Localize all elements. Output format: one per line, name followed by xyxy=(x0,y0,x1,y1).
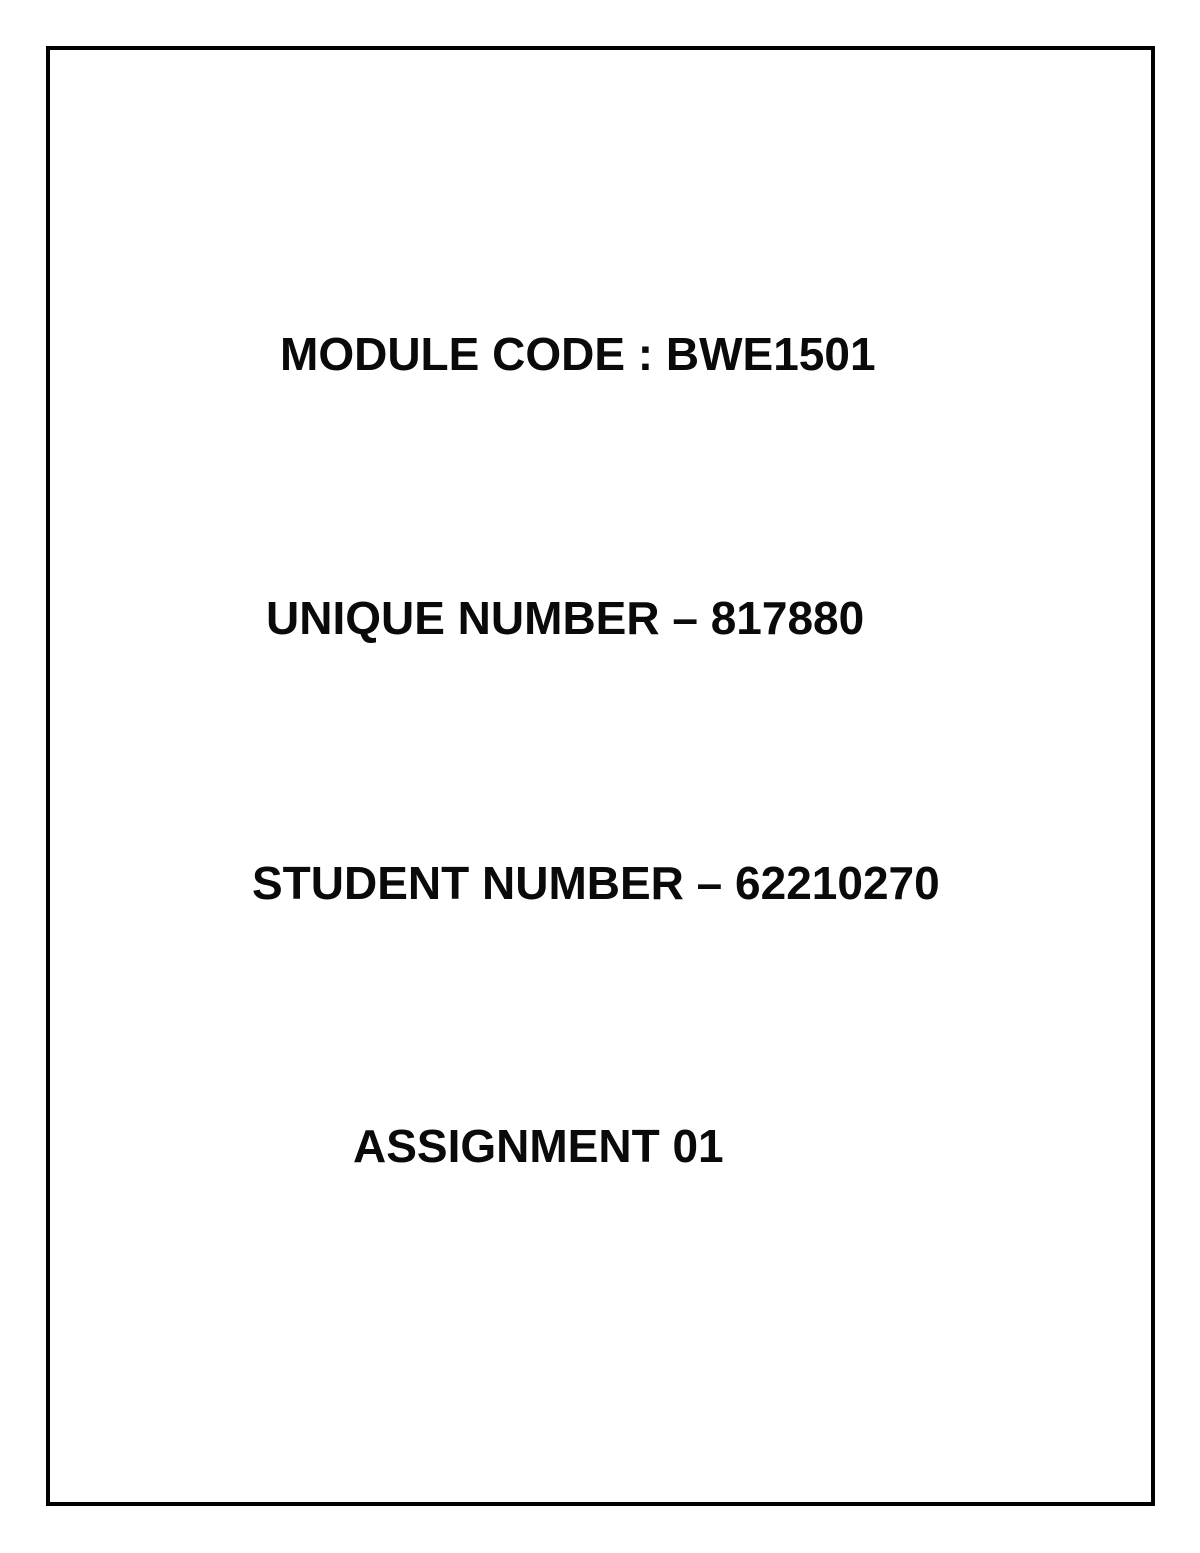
assignment-heading: ASSIGNMENT 01 xyxy=(353,1120,724,1172)
unique-number-heading: UNIQUE NUMBER – 817880 xyxy=(266,592,865,644)
student-number-heading: STUDENT NUMBER – 62210270 xyxy=(252,857,940,909)
page-border-frame xyxy=(46,46,1155,1506)
module-code-heading: MODULE CODE : BWE1501 xyxy=(280,328,876,380)
